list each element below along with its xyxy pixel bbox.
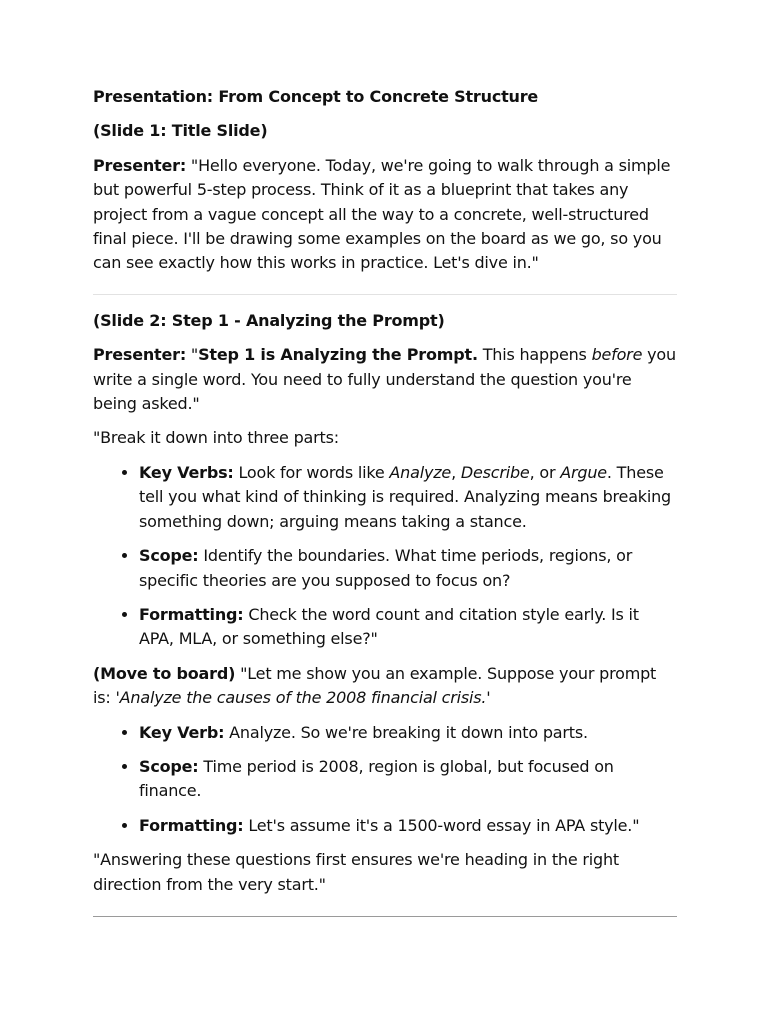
document-title: Presentation: From Concept to Concrete Structure <box>93 87 539 106</box>
presenter-label: Presenter: <box>93 155 187 175</box>
list-item-key-verbs <box>139 461 677 534</box>
list-item-text: . These tell you what kind of thinking is required. Analyzing means breaking something down; arguing means taking a stance. <box>139 462 672 531</box>
slide-1-text: "Hello everyone. Today, we're going to walk through a simple but powerful 5-step process. Think of it as a blueprint that takes any project from a vague concept all the way to a concrete, well-structured final piece. I'll be drawing some examples on the board as we go, so you can see exactly how this works in practice. Let's dive in." <box>93 155 671 273</box>
list-item-text: , or <box>529 462 561 482</box>
section-divider-bottom <box>93 916 677 917</box>
list-item-label: Formatting: <box>139 815 244 835</box>
slide-2-text-b: you write a single word. You need to fully understand the question you're being asked." <box>93 345 676 414</box>
list-item-text: Check the word count and citation style early. Is it APA, MLA, or something else?" <box>139 604 639 649</box>
emphasis-argue: Argue <box>560 462 607 482</box>
break-down-intro: "Break it down into three parts: <box>93 428 339 448</box>
list-item-text: Let's assume it's a 1500-word essay in APA style." <box>243 815 640 835</box>
emphasis-before: before <box>591 345 643 365</box>
list-item-label: Scope: <box>139 546 199 566</box>
list-item-label: Formatting: <box>139 604 244 624</box>
emphasis-analyze: Analyze <box>389 462 452 482</box>
example-prompt: 'Analyze the causes of the 2008 financial crisis.' <box>115 688 491 708</box>
list-item-label: Key Verb: <box>139 722 225 742</box>
step-1-title: Step 1 is Analyzing the Prompt. <box>198 345 478 365</box>
example-item-scope <box>139 755 677 804</box>
quote-open: " <box>186 345 199 365</box>
list-item-scope <box>139 544 677 593</box>
example-item-formatting <box>139 814 677 838</box>
list-item-label: Key Verbs: <box>139 462 234 482</box>
example-list <box>93 721 677 839</box>
list-item-text: Analyze. So we're breaking it down into parts. <box>224 722 588 742</box>
three-parts-list <box>93 461 677 652</box>
list-item-text: Identify the boundaries. What time periods, regions, or specific theories are you supposed to focus on? <box>139 546 633 590</box>
emphasis-describe: Describe <box>460 462 530 482</box>
slide-1-heading: (Slide 1: Title Slide) <box>93 121 268 141</box>
example-item-key-verb <box>139 721 677 745</box>
move-to-board-label: (Move to board) <box>93 663 236 683</box>
list-item-text: Look for words like <box>233 462 390 482</box>
move-to-board-paragraph <box>93 662 677 711</box>
board-text: "Let me show you an example. Suppose your prompt is: <box>93 663 657 708</box>
presenter-label: Presenter: <box>93 345 187 365</box>
list-item-text: , <box>451 462 461 482</box>
slide-2-text-a: This happens <box>477 345 592 365</box>
slide-1-presenter-paragraph <box>93 154 677 276</box>
list-item-formatting <box>139 603 677 652</box>
document-body <box>93 85 677 931</box>
slide-2-heading: (Slide 2: Step 1 - Analyzing the Prompt) <box>93 310 445 330</box>
list-item-text: Time period is 2008, region is global, but focused on finance. <box>139 756 614 801</box>
list-item-label: Scope: <box>139 756 199 776</box>
closing-paragraph: "Answering these questions first ensures we're heading in the right direction from the very start." <box>93 850 619 894</box>
section-divider <box>93 294 677 295</box>
slide-2-presenter-paragraph <box>93 343 677 416</box>
